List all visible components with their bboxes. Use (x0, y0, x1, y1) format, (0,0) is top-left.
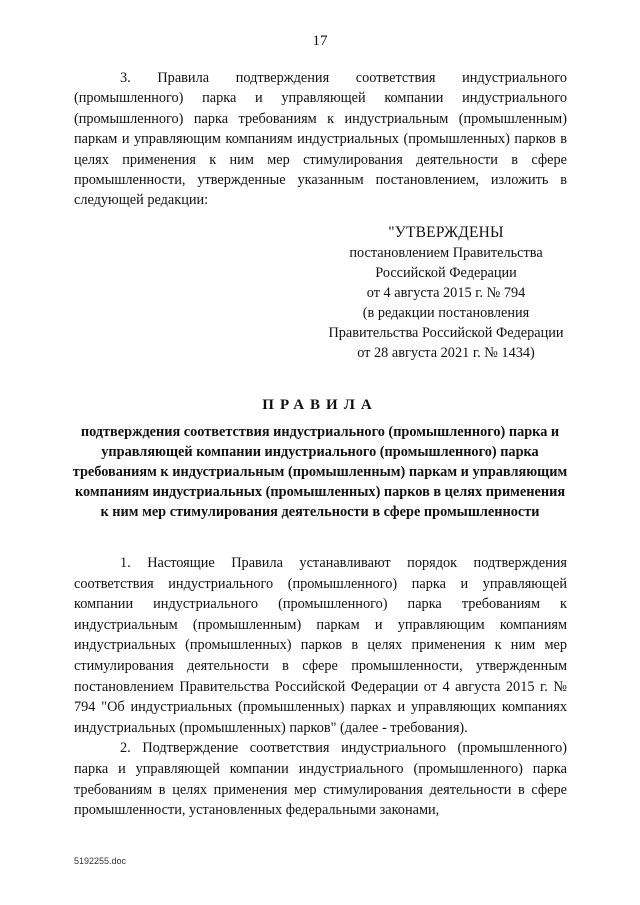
rules-title: ПРАВИЛА (262, 397, 378, 413)
intro-paragraph: 3. Правила подтверждения соответствия индустриального (промышленного) парка и управляющей компании индустриального (промышленного) парка требованиям к индустриальным (промышленным) паркам и управляющим компаниям индустриальных (промышленных) парков в целях применения к ним мер стимулирования деятельности в сфере промышленности, утвержденные указанным постановлением, изложить в следующей редакции: (74, 70, 567, 209)
approval-line-revision-date: от 28 августа 2021 г. № 1434) (357, 345, 535, 361)
approval-line-date: от 4 августа 2015 г. № 794 (366, 285, 526, 301)
paragraph-2: 2. Подтверждение соответствия индустриального (промышленного) парка и управляющей компании индустриального (промышленного) парка требованиям в целях применения мер стимулирования деятельности в сфере промышленности, установленных федеральными законами, (74, 740, 567, 819)
approval-line-government: Правительства Российской Федерации (328, 325, 564, 341)
approval-line-decree: постановлением Правительства (349, 245, 543, 261)
approval-line-federation: Российской Федерации (375, 265, 517, 281)
page-number: 17 (312, 33, 328, 49)
approval-line-approved: "УТВЕРЖДЕНЫ (388, 224, 504, 241)
rules-subtitle: подтверждения соответствия индустриального (промышленного) парка и управляющей компании индустриального (промышленного) парка требованиям к индустриальным (промышленным) паркам и управляющим компаниям индустриальных (промышленных) парков в целях применения к ним мер стимулирования деятельности в сфере промышленности (72, 424, 568, 520)
file-reference: 5192255.doc (74, 856, 127, 866)
rules-body (74, 553, 567, 821)
approval-line-revision: (в редакции постановления (362, 305, 530, 321)
approval-stamp (296, 223, 596, 363)
paragraph-1: 1. Настоящие Правила устанавливают порядок подтверждения соответствия индустриального (промышленного) парка и управляющей компании индустриального (промышленного) парка требованиям к индустриальным (промышленным) паркам и управляющим компаниям индустриальных (промышленных) парков в целях применения к ним мер стимулирования деятельности в сфере промышленности, утвержденным постановлением Правительства Российской Федерации от 4 августа 2015 г. № 794 "Об индустриальных (промышленных) парках и управляющих компаниях индустриальных (промышленных) парков" (далее - требования). (74, 555, 567, 736)
